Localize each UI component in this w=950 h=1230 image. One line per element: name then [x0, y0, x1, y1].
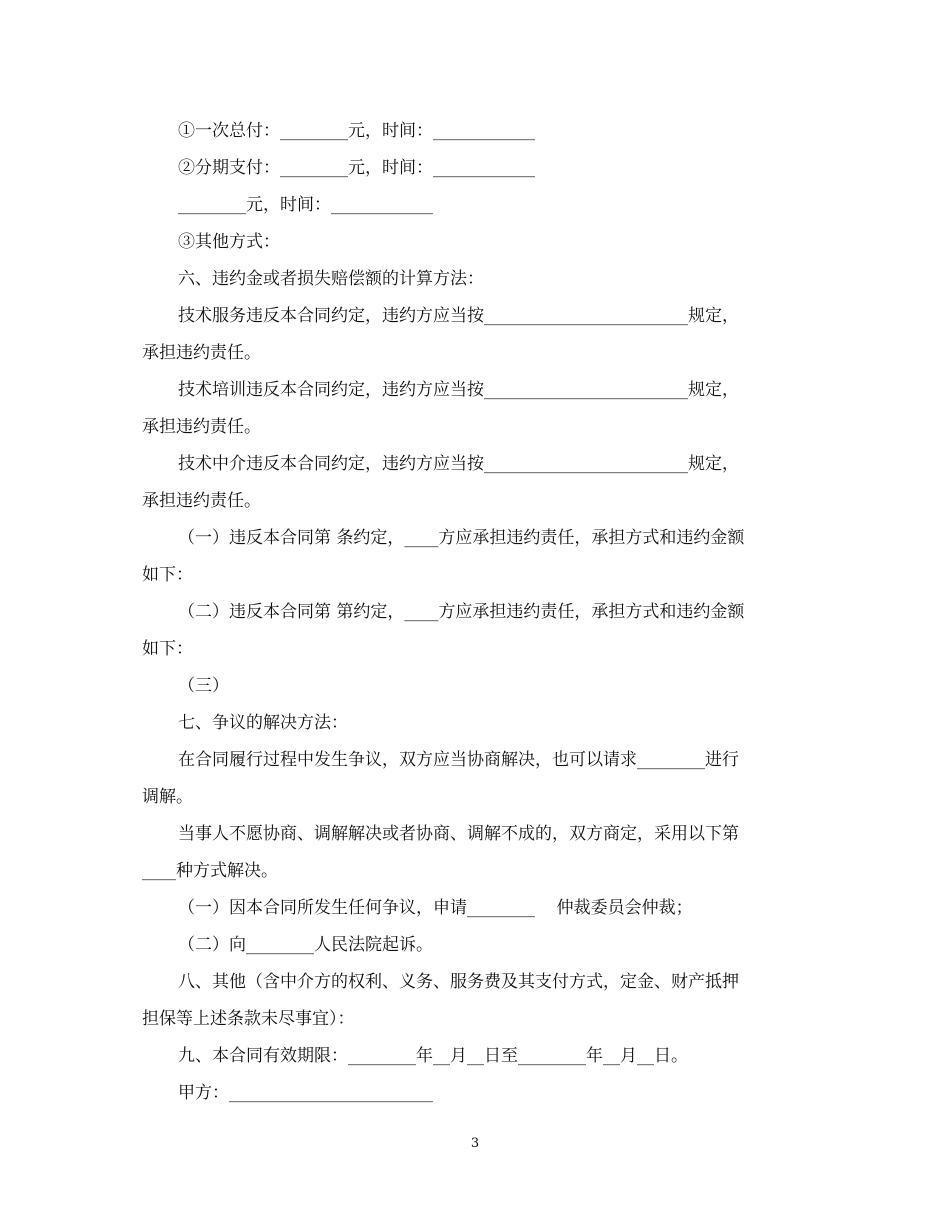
clause-intermediary-breach-cont: 承担违约责任。 [142, 491, 261, 511]
payment-installment-continued: ________元，时间：____________ [178, 195, 433, 215]
clause-intermediary-breach: 技术中介违反本合同约定，违约方应当按________________________规定， [178, 454, 739, 474]
section-9-validity: 九、本合同有效期限：________年__月__日至________年__月__日。 [178, 1046, 688, 1066]
clause-training-breach: 技术培训违反本合同约定，违约方应当按________________________规定， [178, 380, 739, 400]
page-number: 3 [470, 1136, 480, 1151]
breach-item-3: （三） [178, 676, 229, 696]
breach-item-2: （二）违反本合同第 第约定，____方应承担违约责任，承担方式和违约金额 [178, 602, 745, 622]
dispute-mediation: 在合同履行过程中发生争议，双方应当协商解决，也可以请求________进行 [178, 750, 739, 770]
section-7-heading: 七、争议的解决方法： [178, 713, 348, 733]
clause-training-breach-cont: 承担违约责任。 [142, 417, 261, 437]
breach-item-1: （一）违反本合同第 条约定，____方应承担违约责任，承担方式和违约金额 [178, 528, 745, 548]
dispute-arbitration: （一）因本合同所发生任何争议，申请________ 仲裁委员会仲裁； [178, 898, 693, 918]
section-6-heading: 六、违约金或者损失赔偿额的计算方法： [178, 269, 484, 289]
dispute-mediation-cont: 调解。 [142, 787, 193, 807]
clause-service-breach: 技术服务违反本合同约定，违约方应当按________________________规定， [178, 306, 739, 326]
dispute-court: （二）向________人民法院起诉。 [178, 935, 433, 955]
section-8-heading: 八、其他（含中介方的权利、义务、服务费及其支付方式，定金、财产抵押 [178, 972, 739, 992]
payment-lump-sum: ①一次总付：________元，时间：____________ [178, 121, 535, 141]
breach-item-2-cont: 如下： [142, 639, 193, 659]
payment-other: ③其他方式： [178, 232, 280, 252]
breach-item-1-cont: 如下： [142, 565, 193, 585]
payment-installment: ②分期支付：________元，时间：____________ [178, 158, 535, 178]
section-8-cont: 担保等上述条款未尽事宜）： [142, 1009, 355, 1029]
dispute-method: 当事人不愿协商、调解解决或者协商、调解不成的，双方商定，采用以下第 [178, 824, 739, 844]
document-body [142, 113, 802, 1112]
dispute-method-cont: ____种方式解决。 [142, 861, 278, 881]
party-a-signature-line: 甲方：________________________ [178, 1083, 433, 1103]
clause-service-breach-cont: 承担违约责任。 [142, 343, 261, 363]
